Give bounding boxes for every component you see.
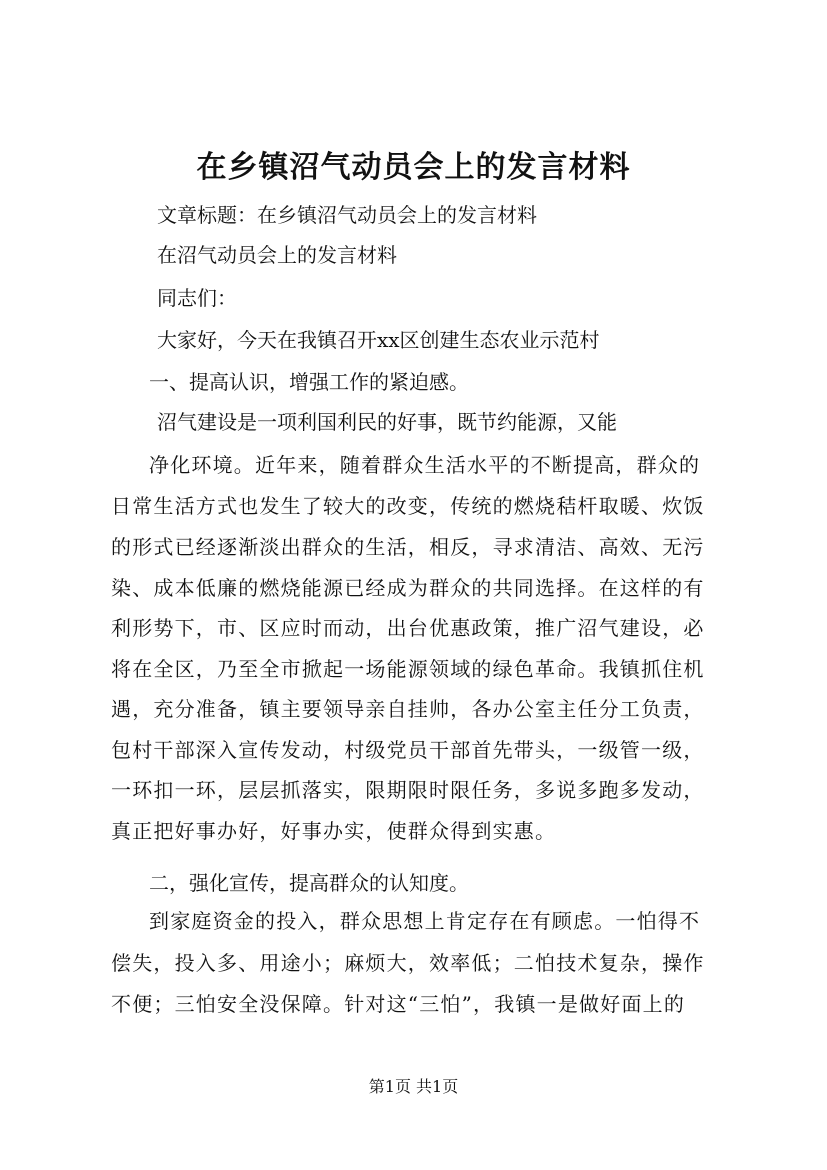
body-line: 净化环境。近年来，随着群众生活水平的不断提高，群众的 — [149, 453, 701, 477]
document-title: 在乡镇沼气动员会上的发言材料 — [196, 150, 631, 185]
body-line: 偿失，投入多、用途小；麻烦大，效率低；二怕技术复杂，操作 — [111, 951, 705, 975]
body-line: 不便；三怕安全没保障。针对这“三怕”，我镇一是做好面上的 — [111, 992, 686, 1016]
body-line: 遇，充分准备，镇主要领导亲自挂帅，各办公室主任分工负责， — [111, 697, 705, 721]
body-line: 到家庭资金的投入，群众思想上肯定存在有顾虑。一怕得不 — [149, 909, 701, 933]
section-heading: 二，强化宣传，提高群众的认知度。 — [149, 871, 469, 895]
body-line: 文章标题：在乡镇沼气动员会上的发言材料 — [157, 203, 537, 227]
section-heading: 一、提高认识，增强工作的紧迫感。 — [149, 370, 469, 394]
body-line: 沼气建设是一项利国利民的好事，既节约能源，又能 — [157, 410, 617, 434]
body-line: 将在全区，乃至全市掀起一场能源领域的绿色革命。我镇抓住机 — [111, 657, 705, 681]
body-line: 的形式已经逐渐淡出群众的生活，相反，寻求清洁、高效、无污 — [111, 535, 705, 559]
body-line: 大家好，今天在我镇召开xx区创建生态农业示范村 — [157, 328, 600, 352]
page-footer: 第1页 共1页 — [368, 1077, 459, 1096]
body-line: 包村干部深入宣传发动，村级党员干部首先带头，一级管一级， — [111, 738, 705, 762]
body-line: 一环扣一环，层层抓落实，限期限时限任务，多说多跑多发动， — [111, 778, 705, 802]
body-line: 真正把好事办好，好事办实，使群众得到实惠。 — [111, 819, 557, 843]
body-line: 日常生活方式也发生了较大的改变，传统的燃烧秸杆取暖、炊饭 — [111, 494, 705, 518]
body-line: 在沼气动员会上的发言材料 — [157, 243, 397, 267]
body-line: 利形势下，市、区应时而动，出台优惠政策，推广沼气建设，必 — [111, 616, 705, 640]
body-line: 染、成本低廉的燃烧能源已经成为群众的共同选择。在这样的有 — [111, 576, 705, 600]
body-line: 同志们： — [157, 286, 237, 310]
